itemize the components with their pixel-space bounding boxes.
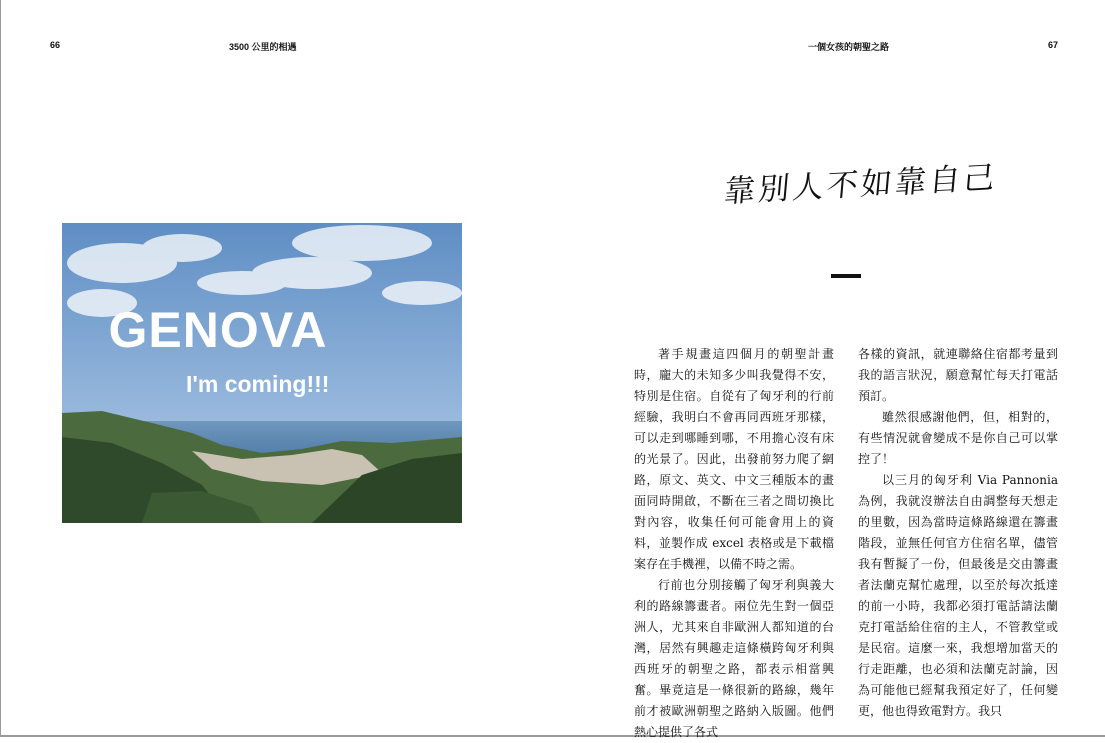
photo-title: GENOVA	[108, 302, 328, 358]
right-page-number: 67	[1048, 40, 1059, 50]
paragraph: 以三月的匈牙利 Via Pannonia 為例，我就沒辦法自由調整每天想走的里數，因為當時這條路線還在籌畫階段，並無任何官方住宿名單，儘管我有暫擬了一份，但最後是交由籌畫者法蘭克幫忙處理，以至於每次抵達的前一小時，我都必須打電話請法蘭克打電話給住宿的主人，不管教堂或是民宿。這麼一來，我想增加當天的行走距離，也必須和法蘭克討論，因為可能他已經幫我預定好了，任何變更，他也得致電對方。我只	[858, 473, 1058, 718]
right-running-title: 一個女孩的朝聖之路	[808, 42, 890, 52]
paragraph: 行前也分別接觸了匈牙利與義大利的路線籌畫者。兩位先生對一個亞洲人，尤其來自非歐洲人都知道的台灣，居然有興趣走這條橫跨匈牙利與西班牙的朝聖之路，都表示相當興奮。畢竟這是一條很新的路線，幾年前才被歐洲朝聖之路納入版圖。他們熱心提供了各式	[634, 578, 834, 739]
text-column-2	[858, 344, 1058, 722]
page-edge-left	[0, 0, 1, 737]
genova-photo	[62, 223, 462, 523]
paragraph: 雖然很感謝他們，但，相對的，有些情況就會變成不是你自己可以掌控了！	[858, 410, 1058, 466]
photo-subtitle: I'm coming!!!	[186, 371, 330, 397]
left-running-title: 3500 公里的相遇	[229, 42, 297, 52]
heading-divider	[831, 274, 861, 278]
article-heading: 靠別人不如靠自己	[722, 159, 1000, 210]
paragraph: 各樣的資訊，就連聯絡住宿都考量到我的語言狀況，願意幫忙每天打電話預訂。	[858, 347, 1058, 403]
text-column-1	[634, 344, 834, 743]
left-page-number: 66	[50, 40, 61, 50]
paragraph: 著手規畫這四個月的朝聖計畫時，龐大的未知多少叫我覺得不安，特別是住宿。自從有了匈牙利的行前經驗，我明白不會再同西班牙那樣，可以走到哪睡到哪，不用擔心沒有床的光景了。因此，出發前努力爬了網路，原文、英文、中文三種版本的畫面同時開啟，不斷在三者之間切換比對內容，收集任何可能會用上的資料，並製作成 excel 表格或是下載檔案存在手機裡，以備不時之需。	[634, 347, 834, 571]
